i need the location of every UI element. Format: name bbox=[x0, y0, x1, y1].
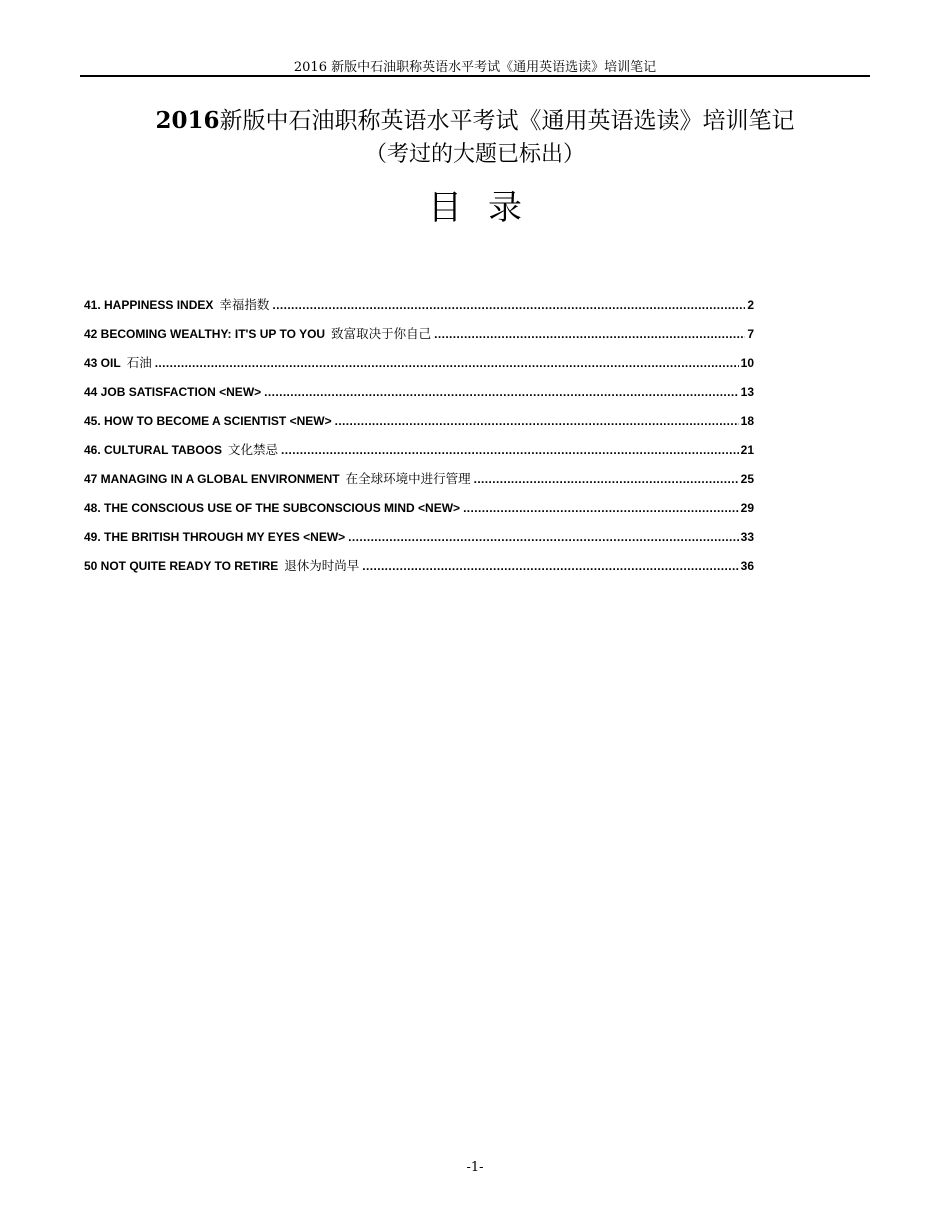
toc-dot-leader bbox=[474, 470, 739, 488]
toc-heading: 目录 bbox=[428, 188, 548, 228]
toc-entry-41[interactable] bbox=[84, 296, 754, 325]
toc-entry-title: 49. THE BRITISH THROUGH MY EYES <NEW> bbox=[84, 530, 346, 544]
toc-entry-48[interactable] bbox=[84, 499, 754, 528]
toc-dot-leader bbox=[264, 383, 738, 401]
page-number: -1- bbox=[466, 1160, 484, 1175]
toc-entry-page: 33 bbox=[740, 530, 754, 544]
toc-entry-chinese: 石油 bbox=[126, 355, 152, 370]
title-year: 2016 bbox=[155, 107, 220, 134]
toc-entry-42[interactable] bbox=[84, 325, 754, 354]
toc-entry-49[interactable] bbox=[84, 528, 754, 557]
toc-entry-title: 44 JOB SATISFACTION <NEW> bbox=[84, 385, 262, 399]
toc-entry-47[interactable] bbox=[84, 470, 754, 499]
toc-dot-leader bbox=[272, 296, 745, 314]
toc-entry-page: 25 bbox=[740, 472, 754, 486]
toc-entry-title: 45. HOW TO BECOME A SCIENTIST <NEW> bbox=[84, 414, 332, 428]
header-rule bbox=[80, 75, 870, 77]
toc-entry-50[interactable] bbox=[84, 557, 754, 586]
toc-dot-leader bbox=[463, 499, 739, 517]
toc-entry-page: 7 bbox=[747, 327, 754, 341]
toc-entry-43[interactable] bbox=[84, 354, 754, 383]
toc-entry-page: 2 bbox=[747, 298, 754, 312]
document-subtitle: （考过的大题已标出） bbox=[364, 142, 585, 167]
toc-entry-page: 29 bbox=[740, 501, 754, 515]
toc-entry-title: 48. THE CONSCIOUS USE OF THE SUBCONSCIOUS MIND <NEW> bbox=[84, 501, 461, 515]
toc-dot-leader bbox=[335, 412, 739, 430]
toc-dot-leader bbox=[281, 441, 739, 459]
toc-entry-title: 41. HAPPINESS INDEX bbox=[84, 298, 214, 312]
toc-dot-leader bbox=[434, 325, 745, 343]
running-header: 2016 新版中石油职称英语水平考试《通用英语选读》培训笔记 bbox=[293, 60, 657, 75]
toc-entry-title: 43 OIL bbox=[84, 356, 121, 370]
toc-entry-page: 13 bbox=[740, 385, 754, 399]
toc-entry-title: 50 NOT QUITE READY TO RETIRE bbox=[84, 559, 279, 573]
toc-entry-page: 10 bbox=[740, 356, 754, 370]
toc-entry-46[interactable] bbox=[84, 441, 754, 470]
toc-entry-chinese: 致富取决于你自己 bbox=[331, 326, 432, 341]
toc-entry-chinese: 在全球环境中进行管理 bbox=[345, 471, 471, 486]
toc-entry-chinese: 退休为时尚早 bbox=[284, 558, 360, 573]
toc-entry-title: 46. CULTURAL TABOOS bbox=[84, 443, 223, 457]
toc-entry-chinese: 幸福指数 bbox=[219, 297, 270, 312]
toc-entry-page: 21 bbox=[740, 443, 754, 457]
toc-dot-leader bbox=[348, 528, 738, 546]
toc-entry-page: 18 bbox=[740, 414, 754, 428]
toc-dot-leader bbox=[155, 354, 739, 372]
document-title bbox=[80, 106, 870, 136]
toc-entry-45[interactable] bbox=[84, 412, 754, 441]
table-of-contents bbox=[84, 296, 754, 586]
toc-entry-44[interactable] bbox=[84, 383, 754, 412]
title-text: 新版中石油职称英语水平考试《通用英语选读》培训笔记 bbox=[219, 108, 795, 134]
toc-entry-chinese: 文化禁忌 bbox=[228, 442, 279, 457]
toc-dot-leader bbox=[362, 557, 738, 575]
toc-entry-title: 47 MANAGING IN A GLOBAL ENVIRONMENT bbox=[84, 472, 340, 486]
toc-entry-page: 36 bbox=[740, 559, 754, 573]
toc-entry-title: 42 BECOMING WEALTHY: IT'S UP TO YOU bbox=[84, 327, 326, 341]
